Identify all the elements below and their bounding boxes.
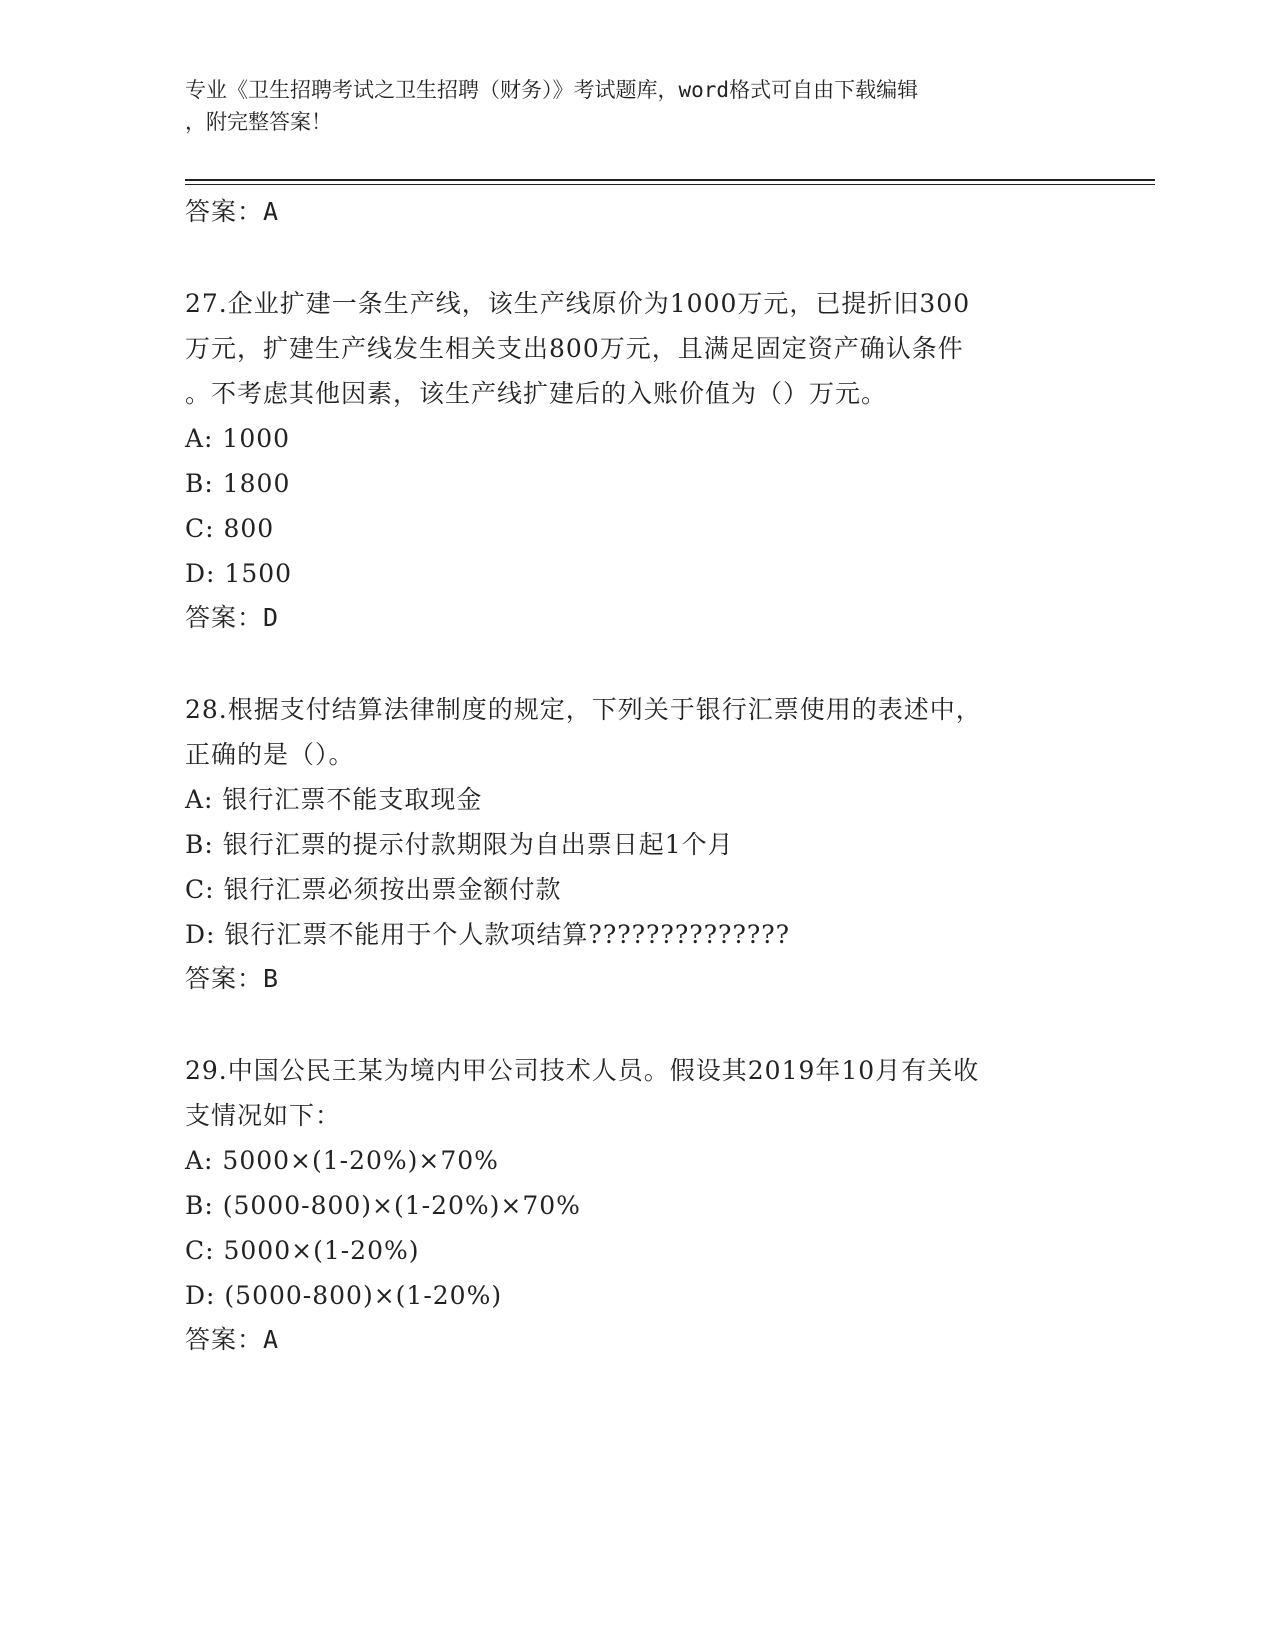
stem-line: 。不考虑其他因素，该生产线扩建后的入账价值为（）万元。 (185, 379, 888, 408)
option-d: D: 银行汇票不能用于个人款项结算?????????????? (185, 920, 791, 949)
option-a: A: 1000 (185, 424, 291, 453)
page-header (185, 74, 1065, 138)
question-block (185, 687, 1085, 1001)
stem-line: 正确的是（）。 (185, 740, 355, 769)
stem-line: 29.中国公民王某为境内甲公司技术人员。假设其2019年10月有关收 (185, 1056, 980, 1085)
option-c: C: 800 (185, 514, 275, 543)
option-a: A: 银行汇票不能支取现金 (185, 785, 483, 814)
option-d: D: 1500 (185, 559, 293, 588)
answer-label: 答案：A (185, 1325, 280, 1354)
header-line-2: ，附完整答案！ (185, 110, 332, 134)
question-stem (185, 1048, 1085, 1138)
question-block (185, 1048, 1085, 1362)
header-line-1: 专业《卫生招聘考试之卫生招聘（财务）》考试题库，word格式可自由下载编辑 (185, 78, 919, 102)
stem-line: 万元，扩建生产线发生相关支出800万元，且满足固定资产确认条件 (185, 334, 964, 363)
question-list (185, 190, 1085, 1362)
header-divider-thin (185, 184, 1155, 185)
question-block (185, 281, 1085, 640)
option-d: D: (5000-800)×(1-20%) (185, 1281, 503, 1310)
stem-line: 支情况如下： (185, 1101, 342, 1130)
stem-line: 28.根据支付结算法律制度的规定，下列关于银行汇票使用的表述中， (185, 695, 982, 724)
header-divider-thick (185, 179, 1155, 181)
question-stem (185, 687, 1085, 777)
option-c: C: 5000×(1-20%) (185, 1236, 420, 1265)
answer-label: 答案：A (185, 197, 280, 226)
option-b: B: (5000-800)×(1-20%)×70% (185, 1191, 581, 1220)
option-a: A: 5000×(1-20%)×70% (185, 1146, 499, 1175)
answer-label: 答案：D (185, 603, 280, 632)
stem-line: 27.企业扩建一条生产线，该生产线原价为1000万元，已提折旧300 (185, 289, 971, 318)
answer-label: 答案：B (185, 964, 280, 993)
option-b: B: 银行汇票的提示付款期限为自出票日起1个月 (185, 830, 734, 859)
option-b: B: 1800 (185, 469, 291, 498)
option-c: C: 银行汇票必须按出票金额付款 (185, 875, 562, 904)
question-stem (185, 281, 1085, 416)
